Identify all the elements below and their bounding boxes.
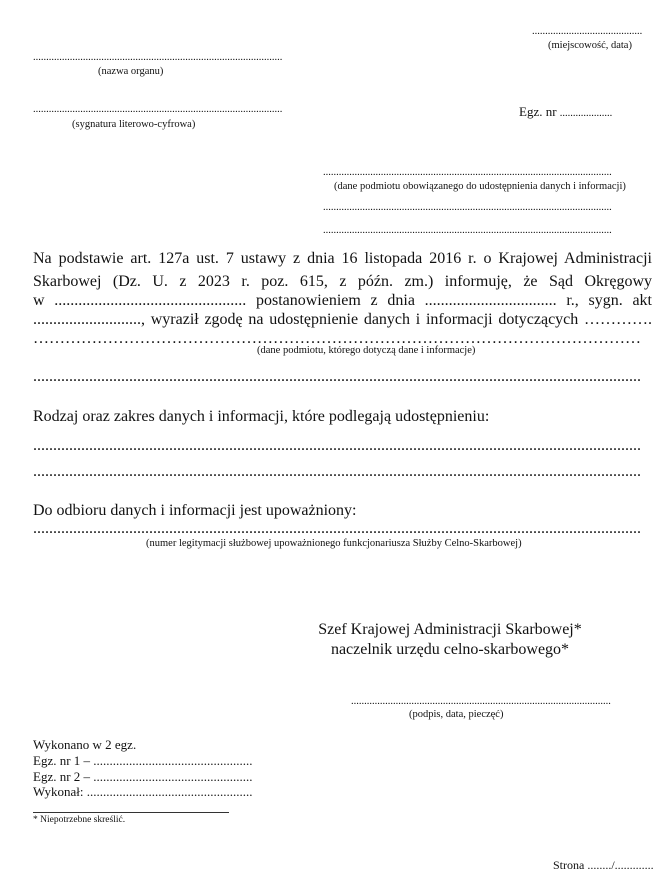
signatory-title-1: Szef Krajowej Administracji Skarbowej* <box>318 621 582 638</box>
paragraph-line-2: Skarbowej (Dz. U. z 2023 r. poz. 615, z późn. zm.) informuję, że Sąd Okręgowy <box>33 273 652 290</box>
authorized-caption: (numer legitymacji służbowej upoważnionego funkcjonariusza Służby Celno-Skarbowej) <box>146 538 522 549</box>
scope-heading: Rodzaj oraz zakres danych i informacji, które podlegają udostępnieniu: <box>33 408 490 425</box>
signature-line-dots[interactable]: ................................................................................................... <box>351 696 611 707</box>
recipient-dots-2[interactable]: .............................................................................................................. <box>323 202 612 213</box>
signatory-title-2: naczelnik urzędu celno-skarbowego* <box>330 641 570 658</box>
signature-dots[interactable]: ............................................................................................... <box>33 104 283 115</box>
place-date-caption: (miejscowość, data) <box>548 40 632 51</box>
subject-dots-extra[interactable]: ........................................................................................................................................................ <box>33 368 641 385</box>
recipient-dots-1[interactable]: .............................................................................................................. <box>323 167 612 178</box>
scope-dots-1[interactable]: ........................................................................................................................................................ <box>33 437 641 454</box>
authorized-dots[interactable]: ........................................................................................................................................................ <box>33 520 641 537</box>
footnote: * Niepotrzebne skreślić. <box>33 815 126 825</box>
paragraph-line-1: Na podstawie art. 127a ust. 7 ustawy z dnia 16 listopada 2016 r. o Krajowej Administracji <box>33 250 652 267</box>
footnote-divider <box>33 812 229 813</box>
recipient-dots-3[interactable]: .............................................................................................................. <box>323 225 612 236</box>
organ-name-dots[interactable]: ............................................................................................... <box>33 52 283 63</box>
organ-name-caption: (nazwa organu) <box>98 66 164 77</box>
recipient-caption: (dane podmiotu obowiązanego do udostępnienia danych i informacji) <box>334 181 626 192</box>
signature-line-caption: (podpis, data, pieczęć) <box>409 709 504 720</box>
copy-number-dots[interactable]: .................... <box>559 108 613 119</box>
copy-number-field <box>519 104 612 120</box>
authorized-heading: Do odbioru danych i informacji jest upoważniony: <box>33 502 357 519</box>
page-number: Strona ......../............. <box>553 858 654 872</box>
copy-2-line[interactable]: Egz. nr 2 – ................................................. <box>33 769 253 784</box>
signature-caption: (sygnatura literowo-cyfrowa) <box>72 119 196 130</box>
place-date-dots[interactable]: .......................................... <box>532 26 643 37</box>
copy-number-label: Egz. nr <box>519 104 557 119</box>
subject-dots[interactable]: …………………………………………………………………………………………………… <box>33 330 641 347</box>
copy-1-line[interactable]: Egz. nr 1 – ................................................. <box>33 753 253 768</box>
executed-by-line[interactable]: Wykonał: ................................................... <box>33 784 253 799</box>
paragraph-line-3[interactable]: w ................................................ postanowieniem z dnia ................................. r., sygn. akt <box>33 292 652 309</box>
scope-dots-2[interactable]: ........................................................................................................................................................ <box>33 463 641 480</box>
subject-caption: (dane podmiotu, którego dotyczą dane i informacje) <box>257 345 476 356</box>
paragraph-line-4[interactable]: ..........................., wyraził zgodę na udostępnienie danych i informacji dotyczących …………. <box>33 311 652 328</box>
made-in-copies: Wykonano w 2 egz. <box>33 737 137 752</box>
